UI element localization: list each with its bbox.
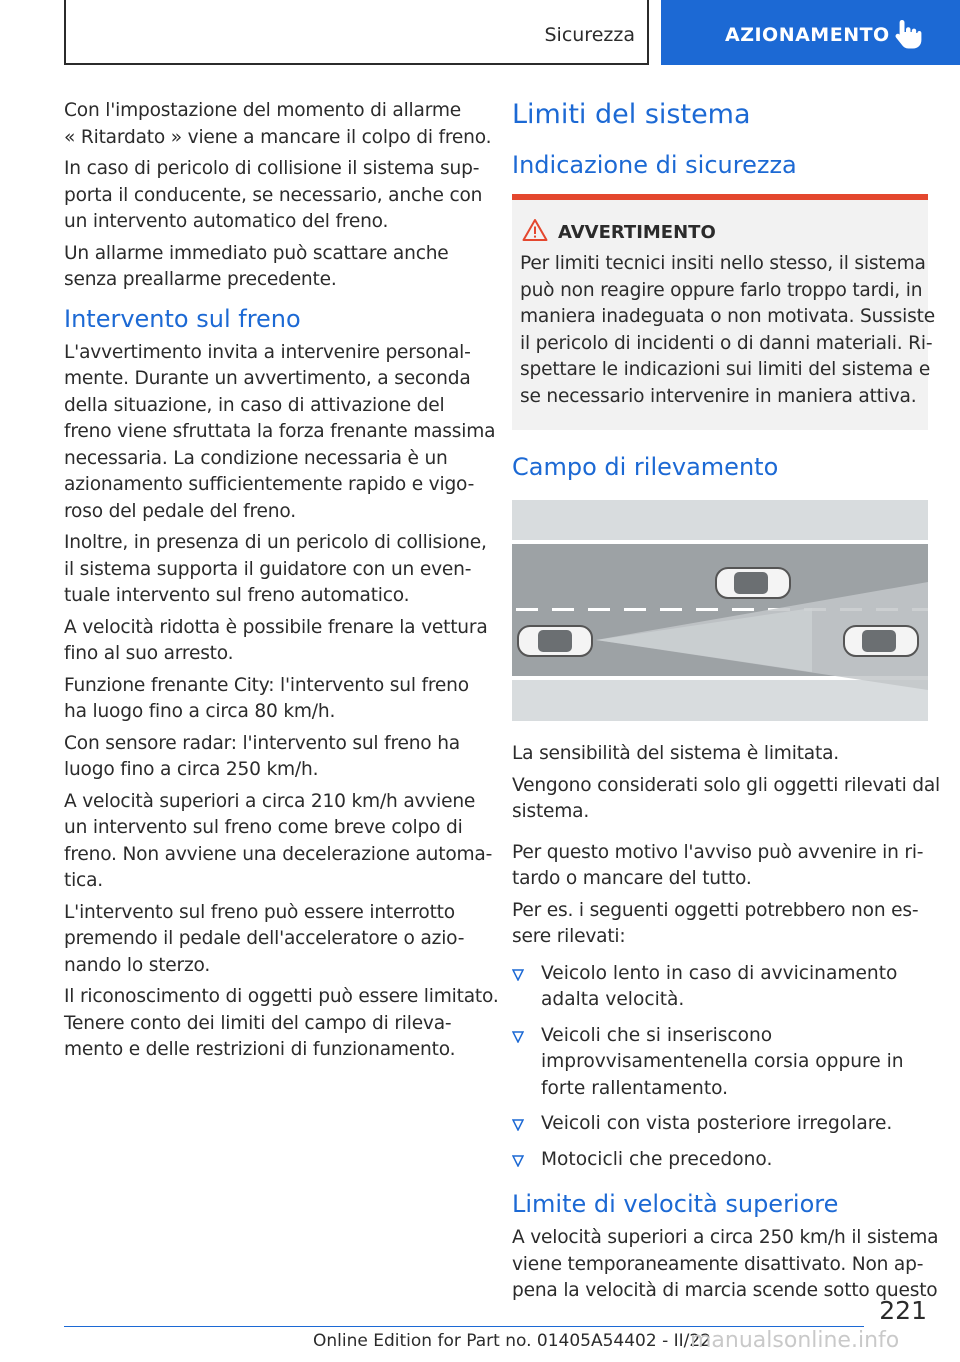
bullet-list — [512, 961, 928, 1174]
watermark: manualsonline.info — [690, 1328, 900, 1353]
warning-title-text: AVVERTIMENTO — [558, 222, 716, 243]
triangle-bullet-icon — [512, 1031, 524, 1043]
warning-content — [512, 200, 935, 430]
heading-intervento-sul-freno: Intervento sul freno — [64, 304, 301, 333]
header-chapter-tab — [661, 0, 960, 65]
paragraph: In caso di pericolo di collisione il sistema sup- porta il conducente, se necessario, anche con un intervento automatico del freno. — [64, 158, 483, 232]
list-item: Veicolo lento in caso di avvicinamento adalta velocità. — [512, 961, 928, 1014]
paragraph: Funzione frenante City: l'intervento sul freno ha luogo fino a circa 80 km/h. — [64, 674, 469, 722]
paragraph: Un allarme immediato può scattare anche senza preallarme precedente. — [64, 242, 449, 290]
triangle-bullet-icon — [512, 1119, 524, 1131]
paragraph: Per es. i seguenti oggetti potrebbero non es- sere rilevati: — [512, 899, 919, 947]
paragraph: L'avvertimento invita a intervenire personal- mente. Durante un avvertimento, a seconda della situazione, in caso di attivazione del freno viene sfruttata la forza frenante massima necessaria. La condizione necessaria è un azionamento sufficientemente rapido e vigo- roso del pedale del freno. — [64, 341, 496, 522]
triangle-bullet-icon — [512, 1155, 524, 1167]
paragraph: Con l'impostazione del momento di allarme « Ritardato » viene a mancare il colpo di freno. — [64, 100, 492, 148]
heading-limite-di-velocita: Limite di velocità superiore — [512, 1190, 839, 1218]
list-item: Veicoli con vista posteriore irregolare. — [512, 1111, 928, 1138]
paragraph: Con sensore radar: l'intervento sul freno ha luogo fino a circa 250 km/h. — [64, 732, 460, 780]
heading-limiti-del-sistema: Limiti del sistema — [512, 99, 751, 130]
footer-divider — [64, 1326, 864, 1327]
paragraph: Il riconoscimento di oggetti può essere limitato. Tenere conto dei limiti del campo di rileva- mento e delle restrizioni di funzionamento. — [64, 986, 499, 1060]
list-item: Veicoli che si inseriscono improvvisamentenella corsia oppure in forte rallentamento. — [512, 1023, 928, 1103]
page-number: 221 — [879, 1296, 927, 1325]
car-icon — [844, 626, 918, 656]
detection-range-illustration — [512, 500, 928, 721]
heading-campo-di-rilevamento: Campo di rilevamento — [512, 453, 779, 481]
paragraph: Vengono considerati solo gli oggetti rilevati dal sistema. — [512, 774, 941, 822]
header-chapter-title: AZIONAMENTO — [725, 24, 890, 46]
paragraph: A velocità ridotta è possibile frenare la vettura fino al suo arresto. — [64, 616, 488, 664]
left-column — [64, 98, 499, 1069]
paragraph: Inoltre, in presenza di un pericolo di collisione, il sistema supporta il guidatore con un even- tuale intervento sul freno automatico. — [64, 532, 487, 606]
heading-indicazione-di-sicurezza: Indicazione di sicurezza — [512, 151, 797, 179]
paragraph: Per questo motivo l'avviso può avvenire in ri- tardo o mancare del tutto. — [512, 841, 924, 889]
header-section-title: Sicurezza — [544, 24, 635, 46]
footer-edition: Online Edition for Part no. 01405A54402 - II/22 — [313, 1331, 712, 1351]
warning-text: Per limiti tecnici insiti nello stesso, il sistema può non reagire oppure farlo troppo tardi, in maniera inadeguata o non motivata. Sussiste il pericolo di incidenti o di danni materiali. Ri- spettare le indicazioni sui limiti del sistema e se necessario intervenire in maniera attiva. — [520, 253, 935, 407]
right-column — [512, 98, 941, 1310]
triangle-bullet-icon — [512, 969, 524, 981]
warning-triangle-icon — [522, 218, 548, 242]
paragraph: L'intervento sul freno può essere interrotto premendo il pedale dell'acceleratore o azio- nando lo sterzo. — [64, 901, 465, 976]
paragraph: A velocità superiori a circa 250 km/h il sistema viene temporaneamente disattivato. Non ap- pena la velocità di marcia scende sotto questo — [512, 1227, 939, 1301]
warning-box — [512, 194, 935, 430]
car-icon — [716, 568, 790, 598]
header-section-box — [64, 0, 649, 65]
car-icon — [518, 626, 592, 656]
list-item: Motocicli che precedono. — [512, 1147, 928, 1174]
warning-title — [558, 222, 920, 243]
hand-pointer-icon — [893, 18, 923, 50]
paragraph: La sensibilità del sistema è limitata. — [512, 743, 839, 764]
paragraph: A velocità superiori a circa 210 km/h avviene un intervento sul freno come breve colpo di freno. Non avviene una decelerazione automa- tica. — [64, 790, 493, 891]
